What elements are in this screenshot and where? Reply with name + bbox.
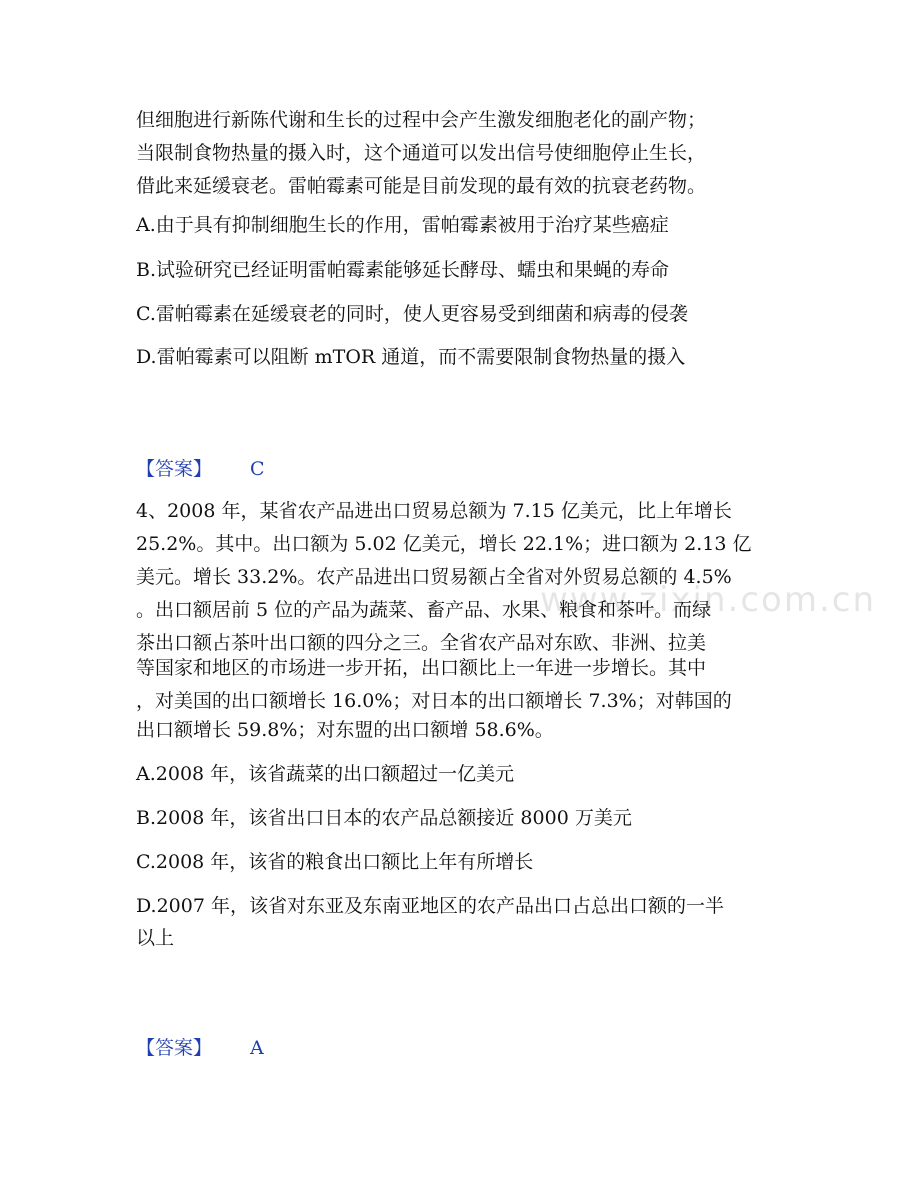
answer-label: 【答案】 bbox=[136, 458, 213, 480]
q4-stem-line-4: 。出口额居前 5 位的产品为蔬菜、畜产品、水果、粮食和茶叶。而绿 bbox=[136, 599, 712, 621]
answer-value: A bbox=[250, 1037, 264, 1059]
q3-stem-line-1: 但细胞进行新陈代谢和生长的过程中会产生激发细胞老化的副产物； bbox=[136, 109, 707, 131]
q4-option-a: A.2008 年，该省蔬菜的出口额超过一亿美元 bbox=[136, 763, 515, 785]
q3-stem-line-2: 当限制食物热量的摄入时，这个通道可以发出信号使细胞停止生长， bbox=[136, 142, 707, 164]
answer-label: 【答案】 bbox=[136, 1037, 213, 1059]
q4-stem-line-1: 4、2008 年，某省农产品进出口贸易总额为 7.15 亿美元，比上年增长 bbox=[136, 500, 732, 522]
q4-option-b: B.2008 年，该省出口日本的农产品总额接近 8000 万美元 bbox=[136, 807, 632, 829]
q3-option-a: A.由于具有抑制细胞生长的作用，雷帕霉素被用于治疗某些癌症 bbox=[136, 214, 669, 236]
q3-option-b: B.试验研究已经证明雷帕霉素能够延长酵母、蠕虫和果蝇的寿命 bbox=[136, 259, 670, 281]
q4-stem-line-7: ，对美国的出口额增长 16.0%；对日本的出口额增长 7.3%；对韩国的 bbox=[136, 690, 732, 712]
q4-answer bbox=[136, 1036, 264, 1060]
q3-answer bbox=[136, 457, 265, 481]
q4-stem-line-3: 美元。增长 33.2%。农产品进出口贸易额占全省对外贸易总额的 4.5% bbox=[136, 566, 732, 588]
q4-option-c: C.2008 年，该省的粮食出口额比上年有所增长 bbox=[136, 851, 534, 873]
q4-stem-line-2: 25.2%。其中。出口额为 5.02 亿美元，增长 22.1%；进口额为 2.13 亿 bbox=[136, 533, 752, 555]
q3-stem-line-3: 借此来延缓衰老。雷帕霉素可能是目前发现的最有效的抗衰老药物。 bbox=[136, 175, 707, 197]
q3-option-d: D.雷帕霉素可以阻断 mTOR 通道，而不需要限制食物热量的摄入 bbox=[136, 346, 686, 368]
q4-stem-line-8: 出口额增长 59.8%；对东盟的出口额增 58.6%。 bbox=[136, 719, 554, 741]
q3-option-c: C.雷帕霉素在延缓衰老的同时，使人更容易受到细菌和病毒的侵袭 bbox=[136, 303, 688, 325]
q4-option-d: D.2007 年，该省对东亚及东南亚地区的农产品出口占总出口额的一半 bbox=[136, 895, 724, 917]
watermark: www.zixin.com.cn bbox=[540, 580, 876, 620]
q4-stem-line-6: 等国家和地区的市场进一步开拓，出口额比上一年进一步增长。其中 bbox=[136, 657, 707, 679]
q4-stem-line-5: 茶出口额占茶叶出口额的四分之三。全省农产品对东欧、非洲、拉美 bbox=[136, 632, 707, 654]
answer-value: C bbox=[250, 458, 265, 480]
q4-option-d-continued: 以上 bbox=[136, 927, 175, 949]
